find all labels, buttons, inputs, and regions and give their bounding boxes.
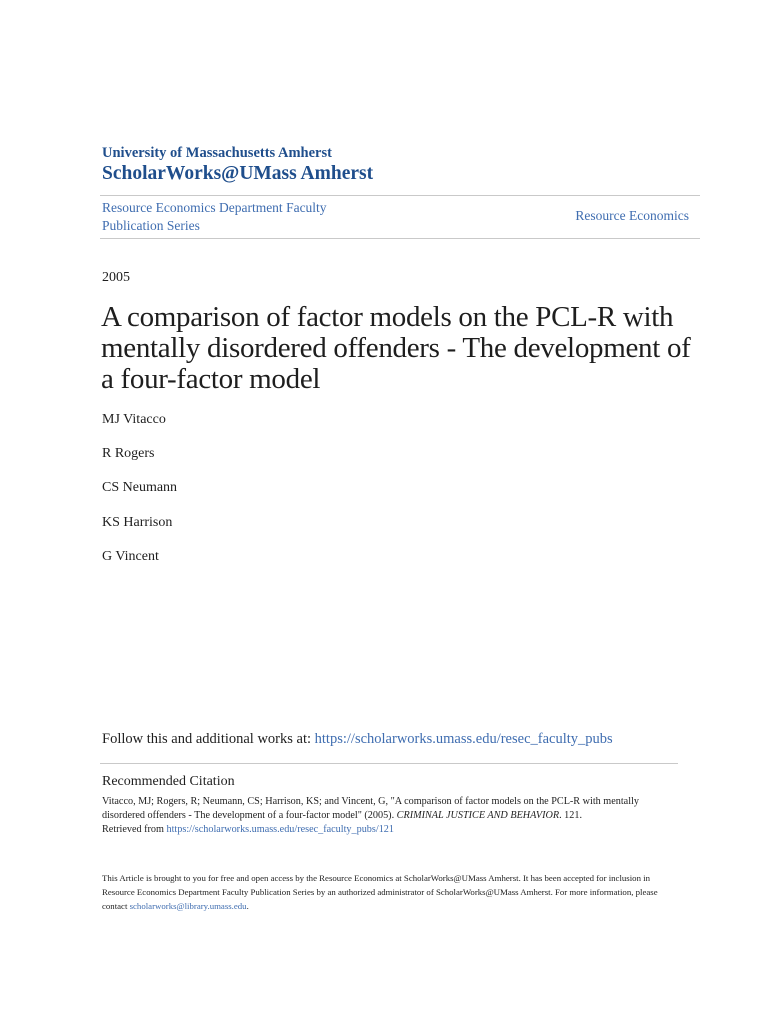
contact-email-link[interactable]: scholarworks@library.umass.edu xyxy=(129,901,247,911)
citation-text xyxy=(102,795,662,837)
divider xyxy=(100,763,678,764)
follow-line xyxy=(102,731,613,748)
author-list xyxy=(102,410,177,581)
notice-end: . xyxy=(246,901,249,911)
series-line-1: Resource Economics Department Faculty xyxy=(102,200,327,215)
author-item: G Vincent xyxy=(102,548,159,564)
author-item: KS Harrison xyxy=(102,514,173,530)
citation-suffix: . 121. xyxy=(559,810,582,821)
series-bar xyxy=(100,195,700,239)
retrieved-label: Retrieved from xyxy=(102,824,167,835)
publication-year: 2005 xyxy=(102,270,130,285)
follow-label: Follow this and additional works at: xyxy=(102,731,315,747)
follow-url-link[interactable]: https://scholarworks.umass.edu/resec_faculty_pubs xyxy=(314,731,613,747)
author-item: MJ Vitacco xyxy=(102,412,166,427)
notice-text: This Article is brought to you for free and open access by the Resource Economics at ScholarWorks@UMass Amherst. It has been accepted for inclusion in Resource Economics Department Faculty Publication Series by an authorized administrator of ScholarWorks@UMass Amherst. For more information, please contact xyxy=(102,873,658,911)
series-line-2: Publication Series xyxy=(102,218,200,233)
access-notice xyxy=(102,871,672,913)
citation-journal: CRIMINAL JUSTICE AND BEHAVIOR xyxy=(396,810,560,821)
series-link[interactable] xyxy=(102,199,372,235)
article-title: A comparison of factor models on the PCL-R with mentally disordered offenders - The development of a four-factor model xyxy=(101,301,691,395)
citation-heading: Recommended Citation xyxy=(102,774,235,789)
university-name: University of Massachusetts Amherst xyxy=(102,145,332,161)
repository-name[interactable]: ScholarWorks@UMass Amherst xyxy=(102,163,374,184)
institution-header xyxy=(102,144,373,186)
citation-body: Vitacco, MJ; Rogers, R; Neumann, CS; Harrison, KS; and Vincent, G, "A comparison of factor models on the PCL-R with mentally disordered offenders - The development of a four-factor model" (2005). xyxy=(102,796,639,821)
author-item: R Rogers xyxy=(102,446,155,462)
department-link[interactable]: Resource Economics xyxy=(575,208,689,223)
author-item: CS Neumann xyxy=(102,480,178,496)
retrieved-url-link[interactable]: https://scholarworks.umass.edu/resec_faculty_pubs/121 xyxy=(166,824,394,835)
